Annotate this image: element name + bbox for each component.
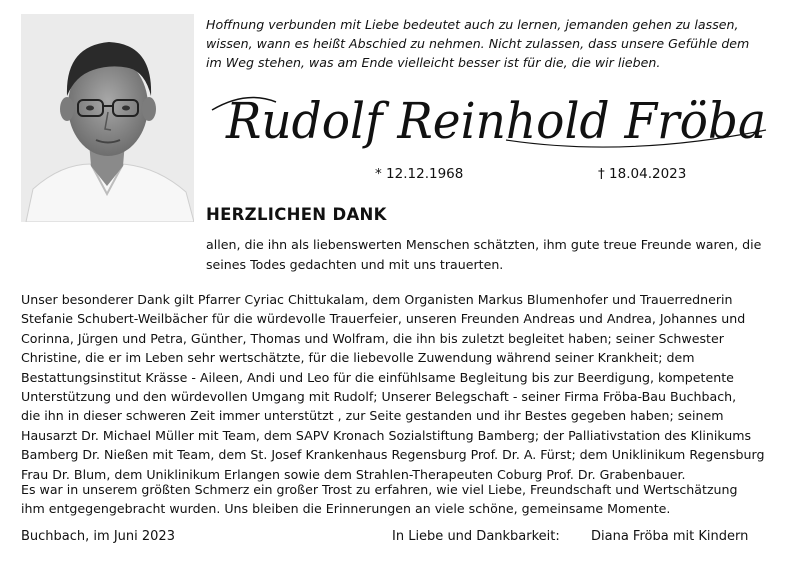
thanks-body bbox=[21, 290, 783, 484]
body-line: Christine, die er im Leben sehr wertschätzte, für die liebevolle Zuwendung während seiner Krankheit; dem bbox=[21, 350, 695, 366]
body-line: Corinna, Jürgen und Petra, Günther, Thomas und Wolfram, die ihn bis zuletzt begleitet haben; seiner Schwester bbox=[21, 330, 724, 346]
body-line: Hausarzt Dr. Michael Müller mit Team, dem SAPV Kronach Sozialstiftung Bamberg; der Palliativstation des Klinikums bbox=[21, 427, 752, 443]
body-line: Unterstützung und den würdevollen Umgang mit Rudolf; Unserer Belegschaft - seiner Firma Fröba-Bau Buchbach, bbox=[21, 389, 737, 405]
body-line: die ihn in dieser schweren Zeit immer unterstützt , zur Seite gestanden und ihr Bestes gegeben haben; seinem bbox=[21, 408, 724, 424]
intro-line: allen, die ihn als liebenswerten Menschen schätzten, ihm gute treue Freunde waren, die bbox=[206, 237, 762, 252]
body-line: Bestattungsinstitut Krässe - Aileen, Andi und Leo für die einfühlsame Begleitung bis zur Beerdigung, kompetente bbox=[21, 369, 734, 385]
place-and-date: Buchbach, im Juni 2023 bbox=[21, 529, 175, 544]
quote-line: Hoffnung verbunden mit Liebe bedeutet auch zu lernen, jemanden gehen zu lassen, bbox=[206, 17, 739, 32]
quote-line: im Weg stehen, was am Ende vielleicht besser ist für die, die wir lieben. bbox=[206, 55, 661, 70]
portrait-photo bbox=[21, 14, 194, 222]
body-line: Frau Dr. Blum, dem Uniklinikum Erlangen sowie dem Strahlen-Therapeuten Coburg Prof. Dr. Grabenbauer. bbox=[21, 466, 686, 482]
body-line: Bamberg Dr. Nießen mit Team, dem St. Josef Krankenhaus Regensburg Prof. Dr. A. Fürst; dem Uniklinikum Regensburg bbox=[21, 447, 765, 463]
birth-date: * 12.12.1968 bbox=[375, 166, 464, 182]
intro-line: seines Todes gedachten und mit uns trauerten. bbox=[206, 256, 504, 272]
name-signature bbox=[206, 80, 786, 165]
thanks-heading: HERZLICHEN DANK bbox=[206, 205, 387, 224]
body-line: Unser besonderer Dank gilt Pfarrer Cyriac Chittukalam, dem Organisten Markus Blumenhofer und Trauerrednerin bbox=[21, 292, 733, 307]
family-signature: Diana Fröba mit Kindern bbox=[591, 529, 749, 544]
body-line: Stefanie Schubert-Weilbächer für die würdevolle Trauerfeier, unseren Freunden Andreas und Andrea, Johannes und bbox=[21, 311, 746, 327]
death-date: † 18.04.2023 bbox=[598, 166, 687, 182]
name-signature-text: Rudolf Reinhold Fröba bbox=[225, 92, 766, 150]
quote-line: wissen, wann es heißt Abschied zu nehmen. Nicht zulassen, dass unsere Gefühle dem bbox=[206, 36, 750, 51]
quote-text bbox=[206, 15, 786, 72]
closing-line: Es war in unserem größten Schmerz ein großer Trost zu erfahren, wie viel Liebe, Freundschaft und Wertschätzung bbox=[21, 482, 738, 497]
closing-line: ihm entgegengebracht wurden. Uns bleiben die Erinnerungen an viele schöne, gemeinsame Momente. bbox=[21, 501, 671, 517]
closing-text bbox=[21, 480, 783, 519]
intro-text bbox=[206, 235, 786, 274]
in-love-label: In Liebe und Dankbarkeit: bbox=[392, 529, 560, 544]
